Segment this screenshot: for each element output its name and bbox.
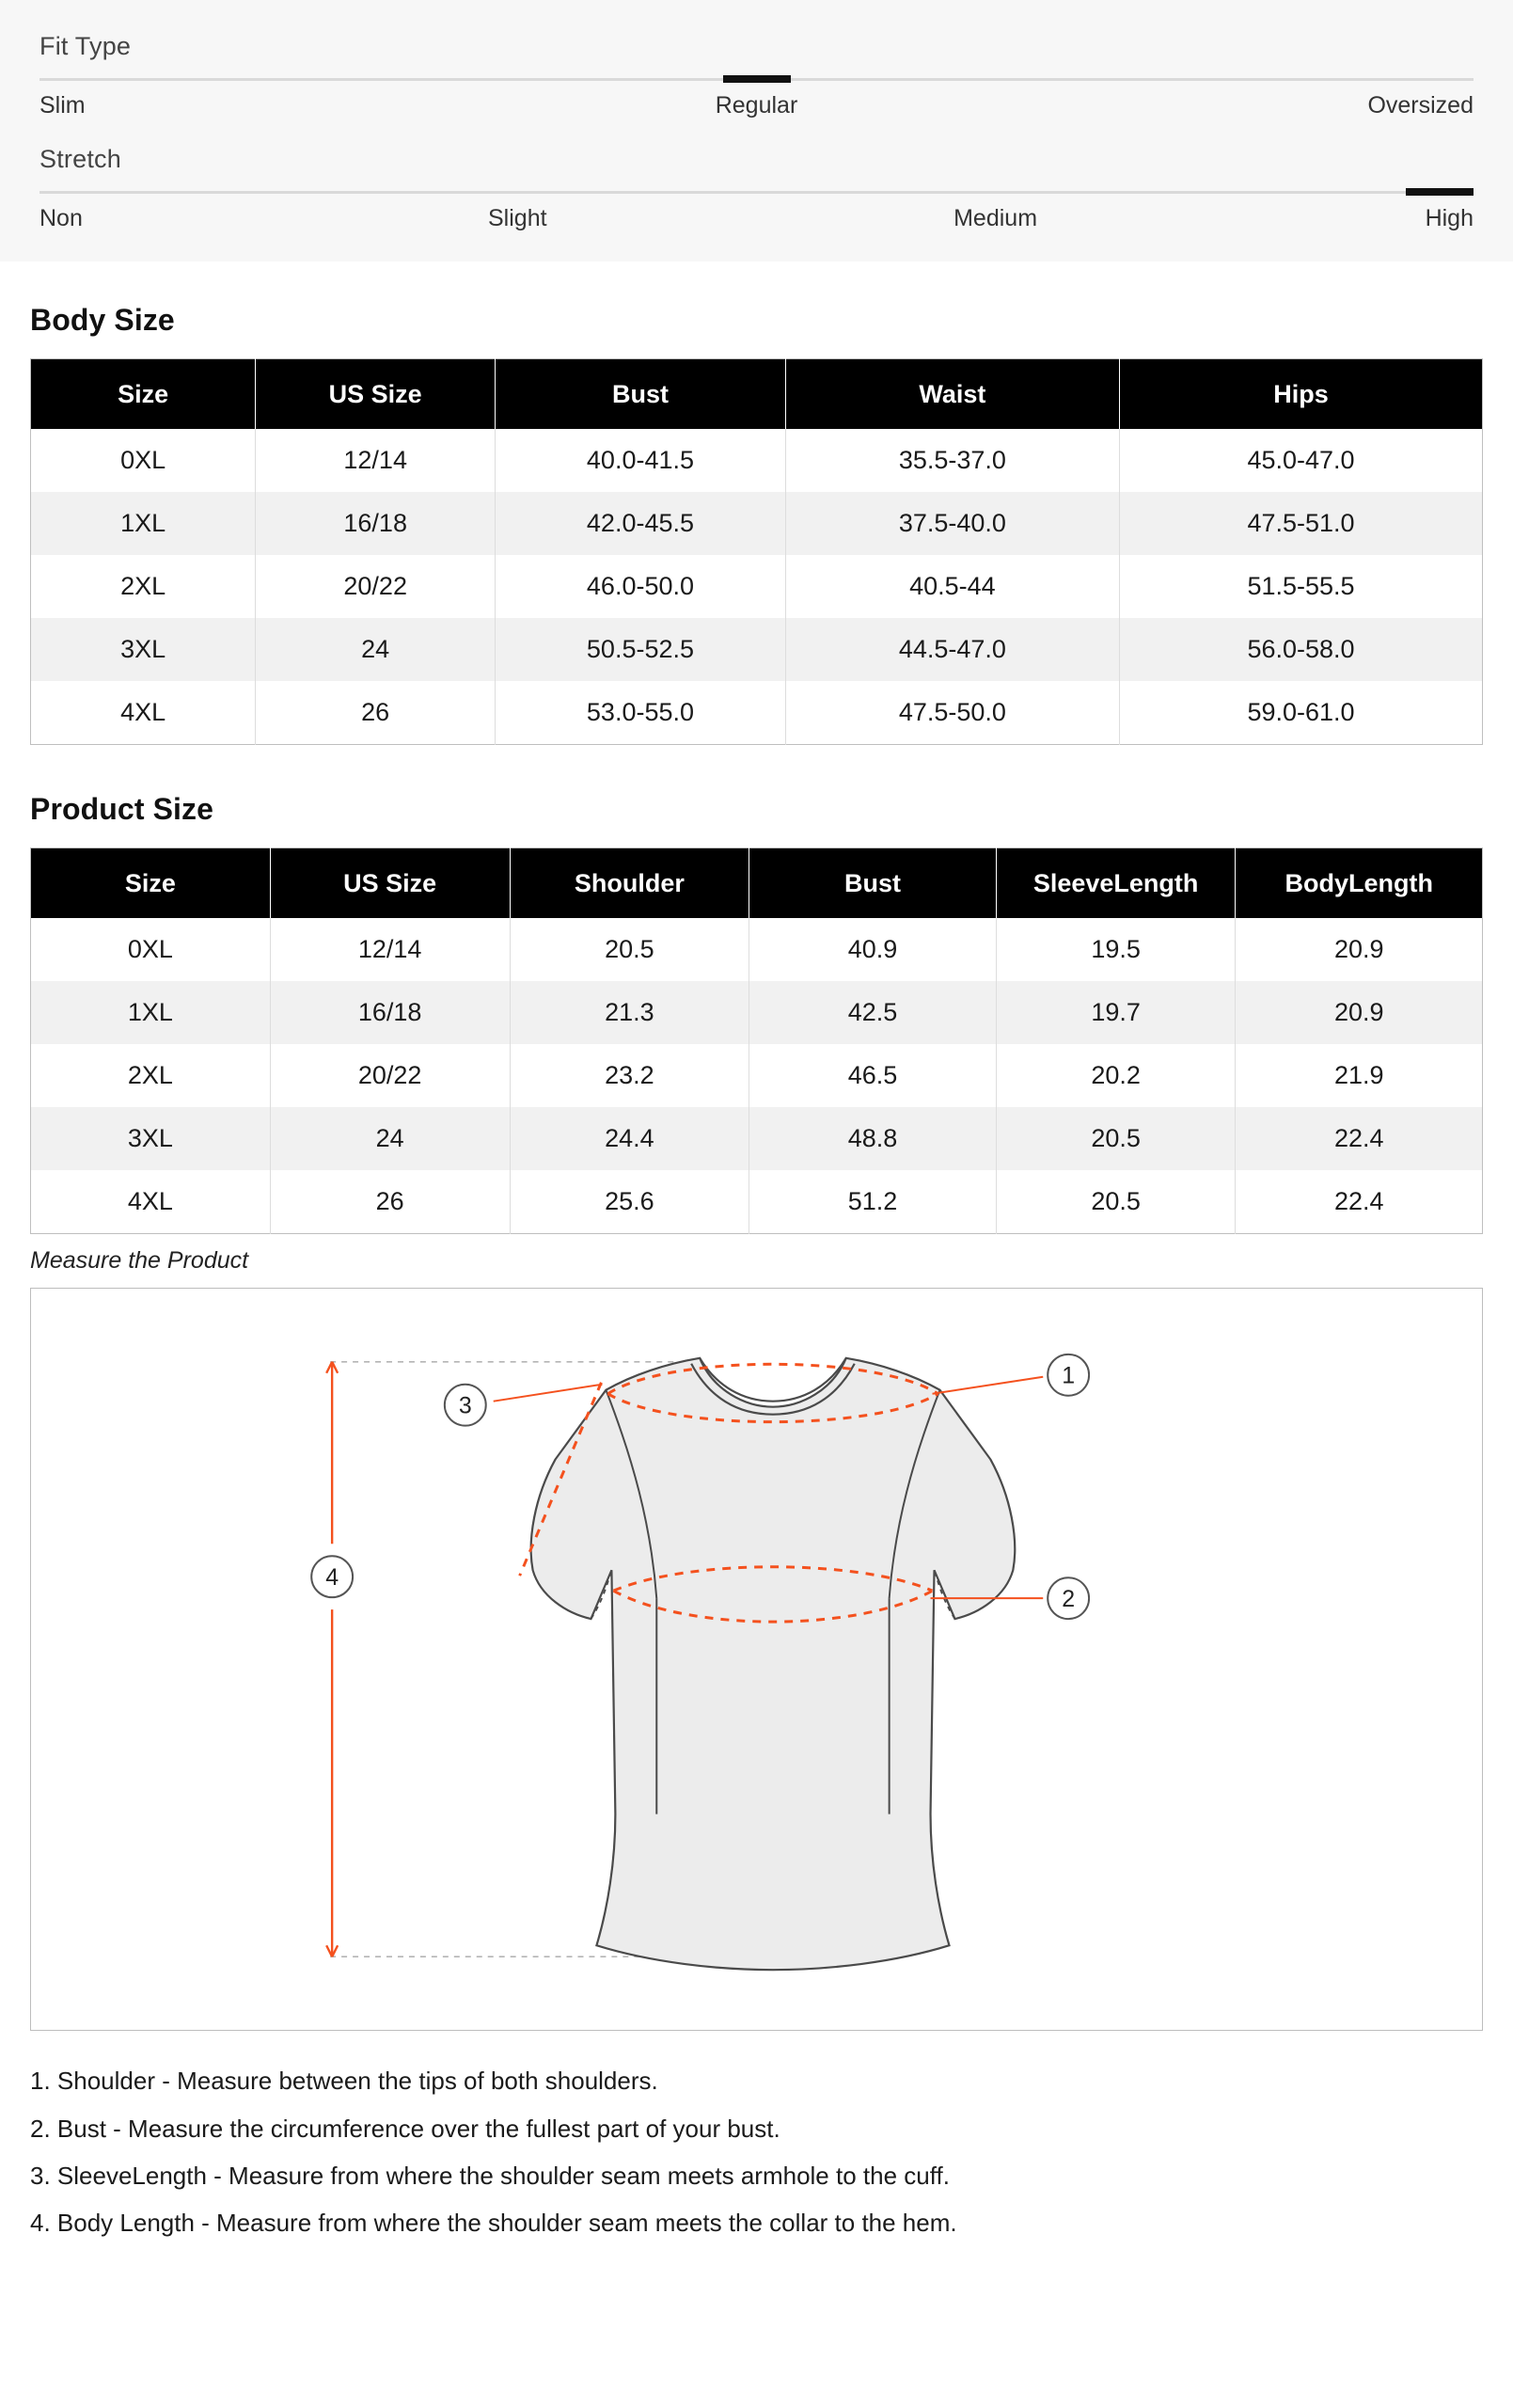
product-col-bust: Bust — [749, 848, 996, 919]
cell: 22.4 — [1236, 1170, 1483, 1234]
cell: 20.5 — [510, 918, 749, 981]
cell: 12/14 — [256, 429, 496, 492]
cell: 40.0-41.5 — [496, 429, 786, 492]
cell: 20.5 — [996, 1107, 1236, 1170]
measurement-notes — [30, 2065, 1483, 2290]
cell: 51.5-55.5 — [1119, 555, 1482, 618]
product-col-shoulder: Shoulder — [510, 848, 749, 919]
cell: 21.3 — [510, 981, 749, 1044]
cell: 46.0-50.0 — [496, 555, 786, 618]
cell: 42.5 — [749, 981, 996, 1044]
cell: 40.5-44 — [785, 555, 1119, 618]
cell: 0XL — [31, 429, 256, 492]
fit-type-option-regular[interactable]: Regular — [715, 92, 798, 119]
product-size-table — [30, 848, 1483, 1234]
body-col-hips: Hips — [1119, 359, 1482, 430]
stretch-option-medium[interactable]: Medium — [954, 205, 1038, 231]
note-item: 2. Bust - Measure the circumference over the fullest part of your bust. — [30, 2114, 780, 2143]
cell: 20.2 — [996, 1044, 1236, 1107]
cell: 53.0-55.0 — [496, 681, 786, 745]
fit-type-scale — [39, 32, 1474, 120]
body-col-size: Size — [31, 359, 256, 430]
cell: 20/22 — [270, 1044, 510, 1107]
cell: 4XL — [31, 681, 256, 745]
cell: 44.5-47.0 — [785, 618, 1119, 681]
cell: 20/22 — [256, 555, 496, 618]
stretch-option-slight[interactable]: Slight — [488, 205, 547, 231]
fit-type-labels — [39, 85, 1474, 120]
stretch-label: Stretch — [39, 145, 121, 173]
measurement-diagram — [30, 1288, 1483, 2031]
table-row — [31, 1107, 1483, 1170]
fit-type-option-slim[interactable]: Slim — [39, 92, 86, 119]
body-col-waist: Waist — [785, 359, 1119, 430]
cell: 24 — [256, 618, 496, 681]
cell: 16/18 — [270, 981, 510, 1044]
fit-type-track[interactable] — [39, 78, 1474, 81]
cell: 19.5 — [996, 918, 1236, 981]
stretch-option-high[interactable]: High — [1425, 205, 1474, 231]
product-size-title: Product Size — [30, 792, 214, 827]
stretch-marker — [1406, 188, 1474, 196]
cell: 42.0-45.5 — [496, 492, 786, 555]
body-col-us-size: US Size — [256, 359, 496, 430]
cell: 47.5-50.0 — [785, 681, 1119, 745]
stretch-scale — [39, 145, 1474, 233]
callout-4-line — [326, 1362, 338, 1956]
cell: 20.9 — [1236, 918, 1483, 981]
cell: 19.7 — [996, 981, 1236, 1044]
cell: 20.9 — [1236, 981, 1483, 1044]
stretch-labels — [39, 198, 1474, 233]
cell: 23.2 — [510, 1044, 749, 1107]
cell: 46.5 — [749, 1044, 996, 1107]
table-row — [31, 1044, 1483, 1107]
cell: 47.5-51.0 — [1119, 492, 1482, 555]
measure-the-product-caption: Measure the Product — [30, 1247, 249, 1275]
body-size-table — [30, 358, 1483, 745]
tshirt-body-shape — [531, 1358, 1016, 1970]
fit-type-option-oversized[interactable]: Oversized — [1367, 92, 1474, 119]
svg-text:2: 2 — [1062, 1586, 1076, 1613]
product-col-sleeve-length: SleeveLength — [996, 848, 1236, 919]
callout-bubble-1 — [1048, 1354, 1089, 1396]
callout-bubble-4 — [311, 1557, 353, 1598]
cell: 48.8 — [749, 1107, 996, 1170]
table-row — [31, 981, 1483, 1044]
cell: 35.5-37.0 — [785, 429, 1119, 492]
cell: 51.2 — [749, 1170, 996, 1234]
table-row — [31, 429, 1483, 492]
table-row — [31, 555, 1483, 618]
table-row — [31, 1170, 1483, 1234]
callout-bubble-3 — [445, 1385, 486, 1426]
cell: 1XL — [31, 492, 256, 555]
cell: 4XL — [31, 1170, 271, 1234]
cell: 40.9 — [749, 918, 996, 981]
product-col-size: Size — [31, 848, 271, 919]
note-item: 4. Body Length - Measure from where the shoulder seam meets the collar to the hem. — [30, 2208, 957, 2237]
stretch-track[interactable] — [39, 191, 1474, 194]
table-row — [31, 681, 1483, 745]
fit-type-marker — [723, 75, 791, 83]
cell: 3XL — [31, 1107, 271, 1170]
cell: 2XL — [31, 555, 256, 618]
table-header-row — [31, 359, 1483, 430]
cell: 26 — [256, 681, 496, 745]
svg-text:3: 3 — [458, 1393, 472, 1420]
callout-bubble-2 — [1048, 1578, 1089, 1620]
cell: 24.4 — [510, 1107, 749, 1170]
cell: 12/14 — [270, 918, 510, 981]
cell: 26 — [270, 1170, 510, 1234]
cell: 2XL — [31, 1044, 271, 1107]
stretch-option-non[interactable]: Non — [39, 205, 83, 231]
cell: 25.6 — [510, 1170, 749, 1234]
table-header-row — [31, 848, 1483, 919]
note-item: 1. Shoulder - Measure between the tips of both shoulders. — [30, 2067, 658, 2096]
cell: 56.0-58.0 — [1119, 618, 1482, 681]
fit-scales-panel — [0, 0, 1513, 261]
cell: 0XL — [31, 918, 271, 981]
cell: 20.5 — [996, 1170, 1236, 1234]
svg-text:4: 4 — [325, 1564, 339, 1592]
cell: 3XL — [31, 618, 256, 681]
body-col-bust: Bust — [496, 359, 786, 430]
cell: 45.0-47.0 — [1119, 429, 1482, 492]
table-row — [31, 918, 1483, 981]
cell: 59.0-61.0 — [1119, 681, 1482, 745]
product-col-us-size: US Size — [270, 848, 510, 919]
cell: 24 — [270, 1107, 510, 1170]
tshirt-diagram-svg — [31, 1289, 1482, 2030]
body-size-title: Body Size — [30, 303, 175, 337]
table-row — [31, 618, 1483, 681]
svg-text:1: 1 — [1062, 1363, 1076, 1390]
product-col-body-length: BodyLength — [1236, 848, 1483, 919]
cell: 22.4 — [1236, 1107, 1483, 1170]
cell: 21.9 — [1236, 1044, 1483, 1107]
cell: 37.5-40.0 — [785, 492, 1119, 555]
cell: 16/18 — [256, 492, 496, 555]
note-item: 3. SleeveLength - Measure from where the shoulder seam meets armhole to the cuff. — [30, 2161, 950, 2190]
cell: 50.5-52.5 — [496, 618, 786, 681]
fit-type-label: Fit Type — [39, 32, 132, 60]
table-row — [31, 492, 1483, 555]
cell: 1XL — [31, 981, 271, 1044]
